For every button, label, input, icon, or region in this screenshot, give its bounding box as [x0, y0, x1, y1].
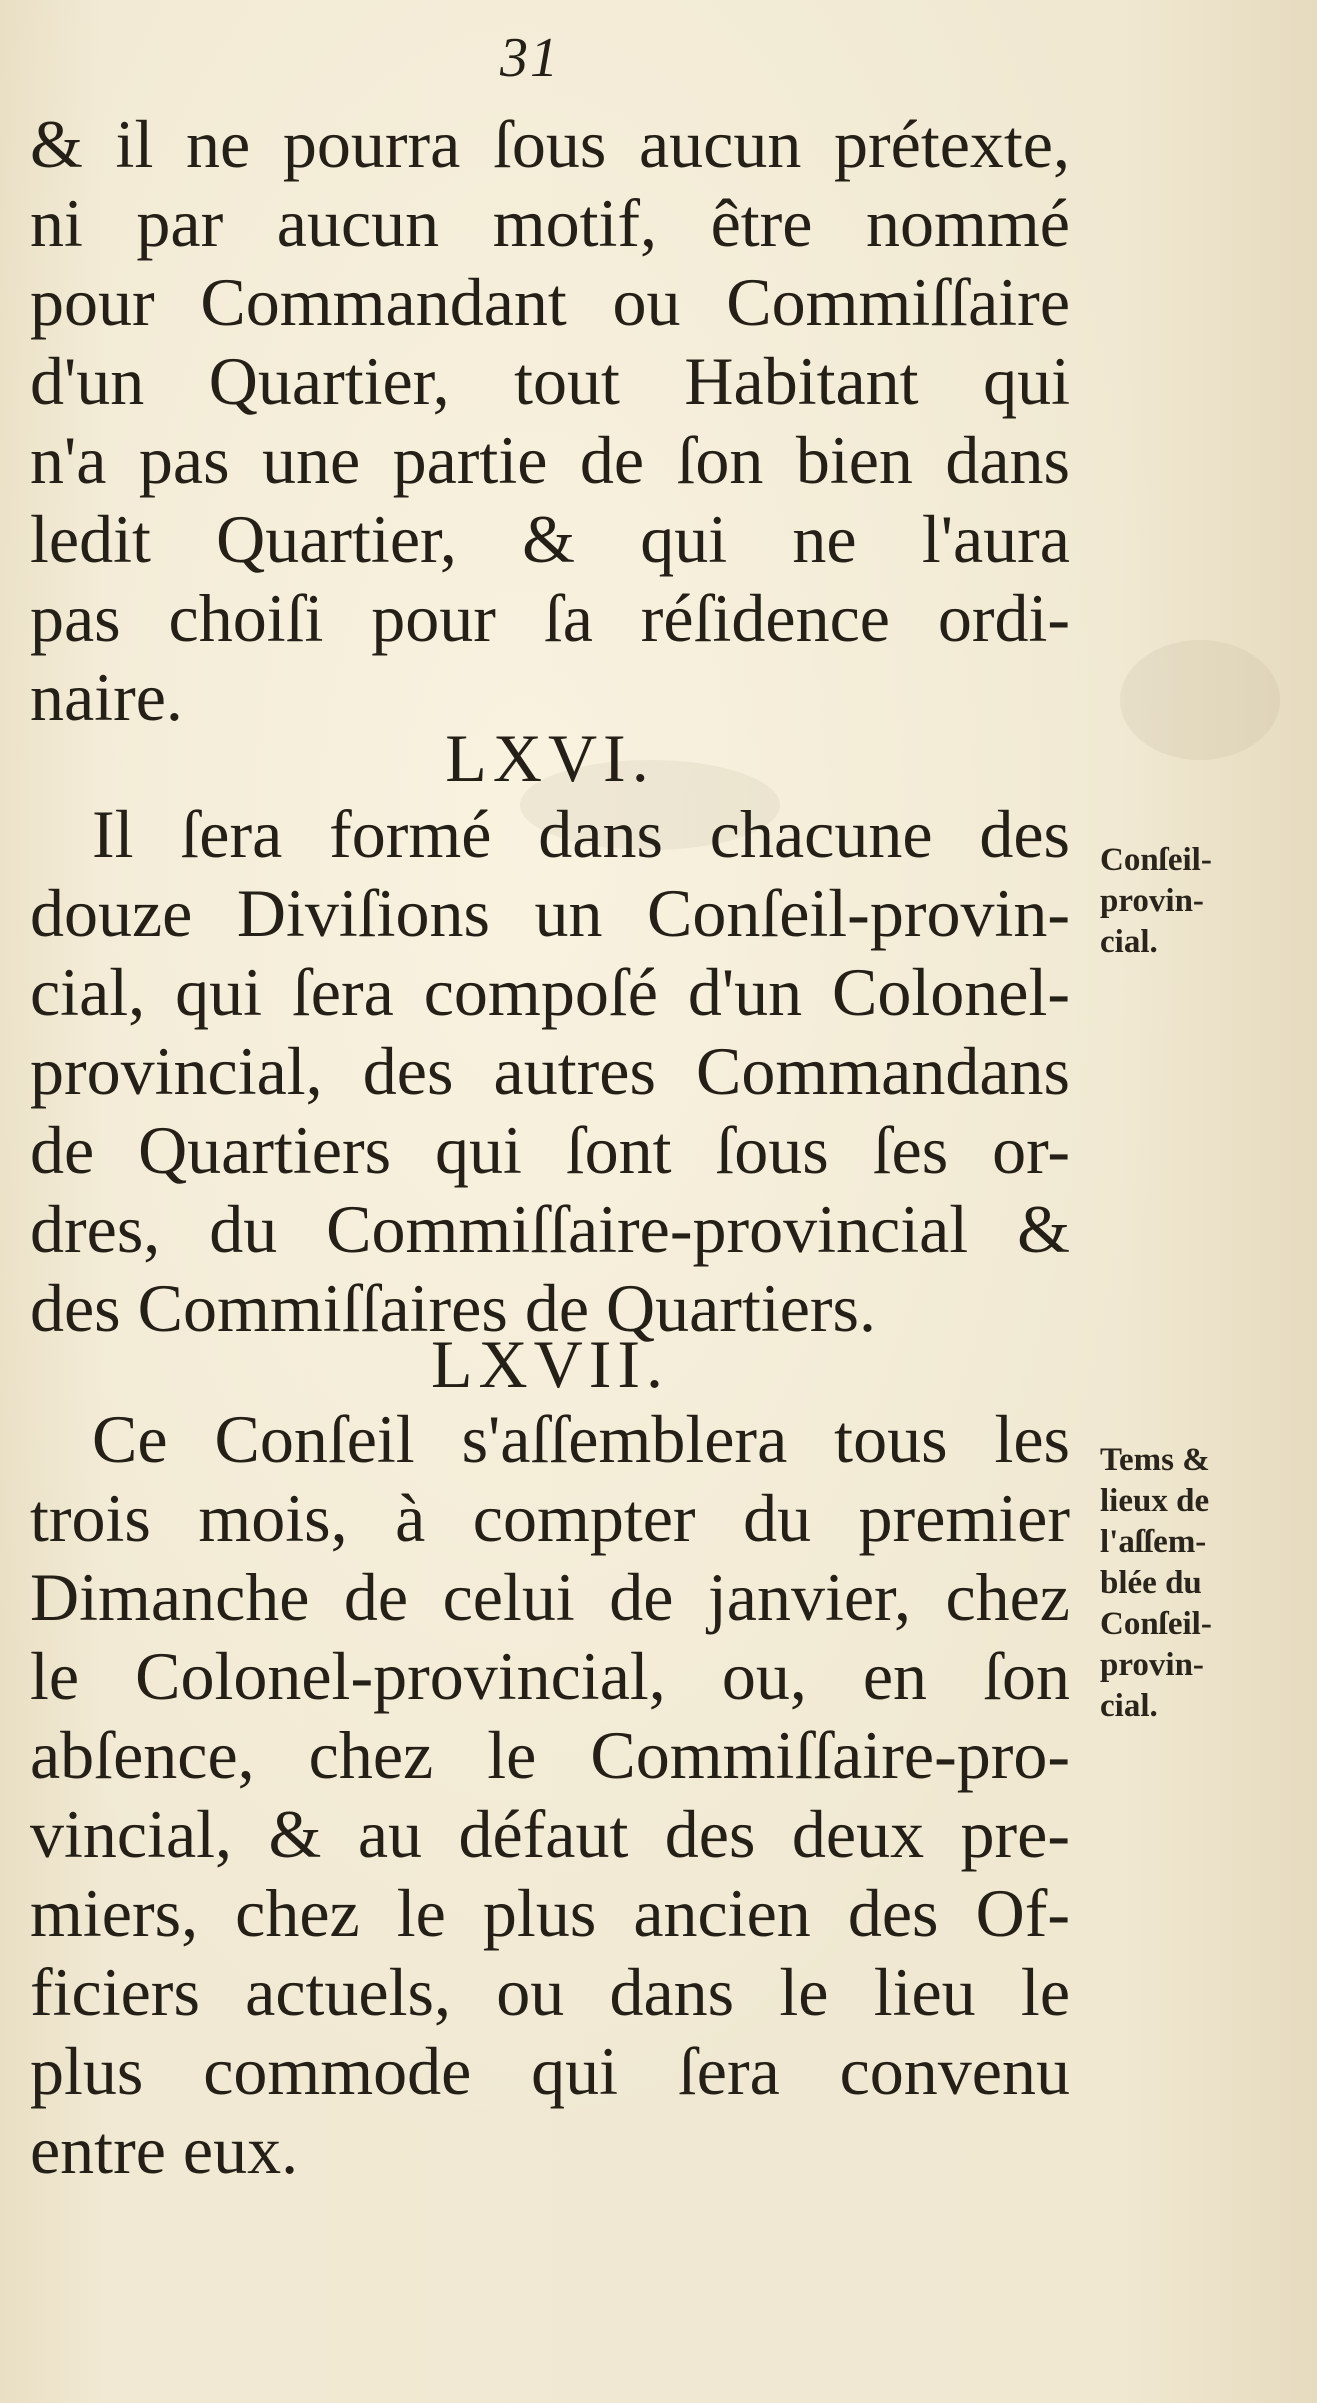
margin-note-conseil-provincial [1100, 840, 1300, 963]
text-line: ledit Quartier, & qui ne l'aura [30, 501, 1070, 577]
text-line: ni par aucun motif, être nommé [30, 185, 1070, 261]
margin-note-line: blée du [1100, 1565, 1202, 1601]
article-heading-lxvi: LXVI. [445, 720, 655, 796]
text-line: vincial, & au défaut des deux pre- [30, 1796, 1070, 1872]
paragraph-continuation [30, 105, 1070, 737]
text-line: ficiers actuels, ou dans le lieu le [30, 1954, 1070, 2030]
text-line: plus commode qui ſera convenu [30, 2033, 1070, 2109]
text-line: Dimanche de celui de janvier, chez [30, 1559, 1070, 1635]
margin-note-tems-lieux [1100, 1440, 1300, 1727]
text-line: douze Diviſions un Conſeil-provin- [30, 875, 1070, 951]
article-heading-lxvii: LXVII. [430, 1326, 670, 1402]
article-lxvii-text [30, 1400, 1070, 2190]
margin-note-line: lieux de [1100, 1483, 1210, 1519]
margin-note-line: provin- [1100, 1647, 1204, 1683]
article-lxvi-text [30, 795, 1070, 1348]
text-line: entre eux. [30, 2112, 299, 2188]
margin-note-line: Conſeil- [1100, 842, 1212, 878]
margin-note-line: Tems & [1100, 1442, 1210, 1478]
text-line: dres, du Commiſſaire-provincial & [30, 1191, 1070, 1267]
text-line: Ce Conſeil s'aſſemblera tous les [92, 1401, 1070, 1477]
margin-note-line: l'aſſem- [1100, 1524, 1207, 1560]
text-line: d'un Quartier, tout Habitant qui [30, 343, 1070, 419]
text-line: abſence, chez le Commiſſaire-pro- [30, 1717, 1070, 1793]
margin-note-line: provin- [1100, 883, 1204, 919]
margin-note-line: Conſeil- [1100, 1606, 1212, 1642]
margin-note-line: cial. [1100, 924, 1158, 960]
text-line: des Commiſſaires de Quartiers. [30, 1270, 877, 1346]
text-line: naire. [30, 659, 183, 735]
text-line: & il ne pourra ſous aucun prétexte, [30, 106, 1070, 182]
text-line: provincial, des autres Commandans [30, 1033, 1070, 1109]
paper-stain [1120, 640, 1280, 760]
text-line: de Quartiers qui ſont ſous ſes or- [30, 1112, 1070, 1188]
text-line: Il ſera formé dans chacune des [92, 796, 1070, 872]
text-line: le Colonel-provincial, ou, en ſon [30, 1638, 1070, 1714]
text-line: n'a pas une partie de ſon bien dans [30, 422, 1070, 498]
text-line: pour Commandant ou Commiſſaire [30, 264, 1070, 340]
text-line: trois mois, à compter du premier [30, 1480, 1070, 1556]
page-number: 31 [500, 27, 560, 89]
margin-note-line: cial. [1100, 1688, 1158, 1724]
text-line: miers, chez le plus ancien des Of- [30, 1875, 1070, 1951]
text-line: pas choiſi pour ſa réſidence ordi- [30, 580, 1070, 656]
text-line: cial, qui ſera compoſé d'un Colonel- [30, 954, 1070, 1030]
